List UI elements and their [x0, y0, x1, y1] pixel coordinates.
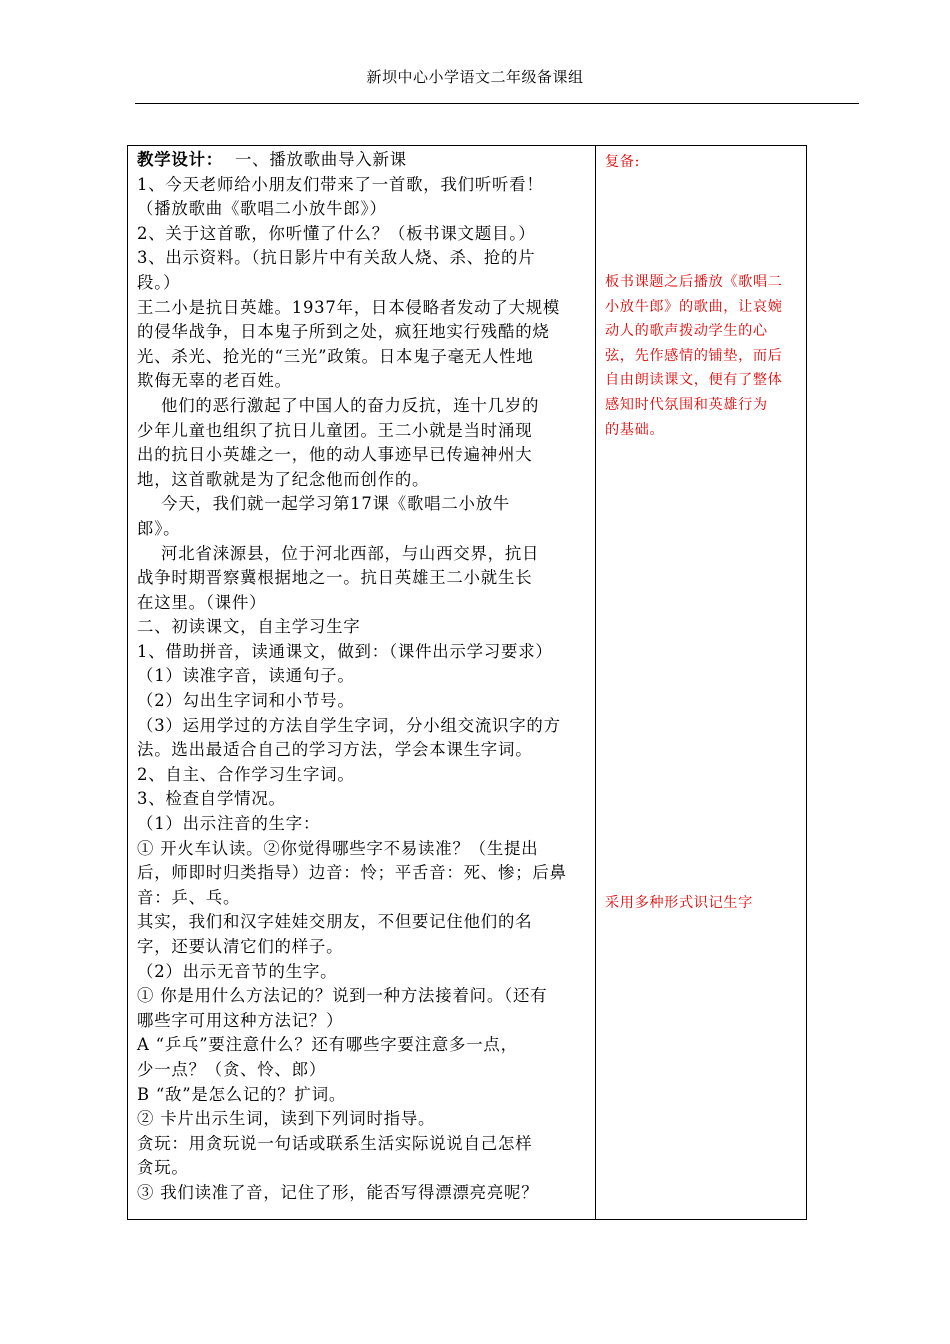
design-line: （2）出示无音节的生字。 — [137, 961, 338, 981]
note-line: 感知时代氛围和英雄行为 — [605, 396, 768, 413]
note-line: 的基础。 — [605, 421, 665, 438]
design-line-1: 教学设计： 一、播放歌曲导入新课 — [137, 150, 407, 169]
design-line: 今天，我们就一起学习第17课《歌唱二小放牛 — [137, 494, 511, 514]
design-line: 段。） — [137, 272, 181, 292]
design-line: 王二小是抗日英雄。1937年，日本侵略者发动了大规模 — [137, 297, 561, 317]
design-line: ③ 我们读准了音，记住了形，能否写得漂漂亮亮呢？ — [137, 1182, 539, 1202]
note-line: 小放牛郎》的歌曲，让哀婉 — [605, 298, 783, 315]
design-line: 欺侮无辜的老百姓。 — [137, 371, 292, 391]
design-line: （1）出示注音的生字： — [137, 814, 321, 834]
note-line: 板书课题之后播放《歌唱二 — [605, 274, 783, 290]
design-line: 音：乒、乓。 — [137, 887, 241, 907]
design-line: A “乒乓”要注意什么？还有哪些字要注意多一点， — [137, 1035, 518, 1055]
design-line: 字，还要认清它们的样子。 — [137, 937, 344, 956]
design-line: 战争时期晋察冀根据地之一。抗日英雄王二小就生长 — [137, 568, 533, 588]
design-line: 其实，我们和汉字娃娃交朋友，不但要记住他们的名 — [137, 912, 533, 932]
design-line: 地，这首歌就是为了纪念他而创作的。 — [137, 469, 430, 489]
design-line: 3、检查自学情况。 — [137, 789, 286, 809]
design-line: 郎》。 — [137, 518, 181, 538]
design-line: 在这里。（课件） — [137, 592, 267, 612]
design-line: 法。选出最适合自己的学习方法，学会本课生字词。 — [137, 740, 533, 760]
design-line: ② 卡片出示生词，读到下列词时指导。 — [137, 1109, 436, 1129]
note-line: 动人的歌声拨动学生的心 — [605, 323, 768, 340]
design-line: 3、出示资料。（抗日影片中有关敌人烧、杀、抢的片 — [137, 248, 536, 268]
note-song-intro — [605, 270, 802, 442]
design-line: 贪玩：用贪玩说一句话或联系生活实际说说自己怎样 — [137, 1133, 533, 1153]
note-line: 自由朗读课文，便有了整体 — [605, 372, 783, 389]
design-line: 2、关于这首歌，你听懂了什么？（板书课文题目。） — [137, 223, 536, 243]
design-line: 1、借助拼音，读通课文，做到：（课件出示学习要求） — [137, 641, 553, 661]
page-header-title: 新坝中心小学语文二年级备课组 — [366, 68, 584, 86]
design-line: 少年儿童也组织了抗日儿童团。王二小就是当时涌现 — [137, 420, 533, 440]
note-line: 弦，先作感情的铺垫，而后 — [605, 347, 783, 364]
design-line: （3）运用学过的方法自学生字词，分小组交流识字的方 — [137, 715, 561, 735]
teaching-design-column — [128, 146, 596, 1219]
design-line: 光、杀光、抢光的“三光”政策。日本鬼子毫无人性地 — [137, 346, 534, 366]
design-line: 河北省涞源县，位于河北西部，与山西交界，抗日 — [137, 543, 540, 563]
design-line: ① 开火车认读。②你觉得哪些字不易读准？（生提出 — [137, 838, 539, 858]
note-character-methods: 采用多种形式识记生字 — [605, 895, 753, 911]
design-line: 后，师即时归类指导）边音：怜；平舌音：死、惨；后鼻 — [137, 863, 567, 883]
design-line: （1）读准字音，读通句子。 — [137, 666, 355, 686]
design-line: B “敌”是怎么记的？扩词。 — [137, 1084, 347, 1104]
design-line: 1、今天老师给小朋友们带来了一首歌，我们听听看！ — [137, 174, 544, 194]
design-line: ① 你是用什么方法记的？说到一种方法接着问。（还有 — [137, 986, 548, 1006]
design-label: 教学设计： — [137, 150, 223, 169]
design-line: 他们的恶行激起了中国人的奋力反抗，连十几岁的 — [137, 395, 540, 415]
revision-notes-column — [596, 146, 806, 1219]
lesson-plan-table — [127, 145, 807, 1220]
prep-label: 复备: — [605, 154, 640, 170]
design-line: 2、自主、合作学习生字词。 — [137, 764, 355, 784]
design-line: （播放歌曲《歌唱二小放牛郎》） — [137, 199, 387, 219]
design-line: 贪玩。 — [137, 1158, 189, 1178]
design-line: 二、初读课文，自主学习生字 — [137, 617, 361, 637]
design-line: （2）勾出生字词和小节号。 — [137, 691, 355, 711]
design-line: 出的抗日小英雄之一，他的动人事迹早已传遍神州大 — [137, 445, 533, 465]
design-line: 的侵华战争，日本鬼子所到之处，疯狂地实行残酷的烧 — [137, 322, 550, 342]
design-line: 少一点？（贪、怜、郎） — [137, 1059, 327, 1079]
design-line: 哪些字可用这种方法记？） — [137, 1010, 344, 1030]
header-divider — [135, 103, 859, 104]
